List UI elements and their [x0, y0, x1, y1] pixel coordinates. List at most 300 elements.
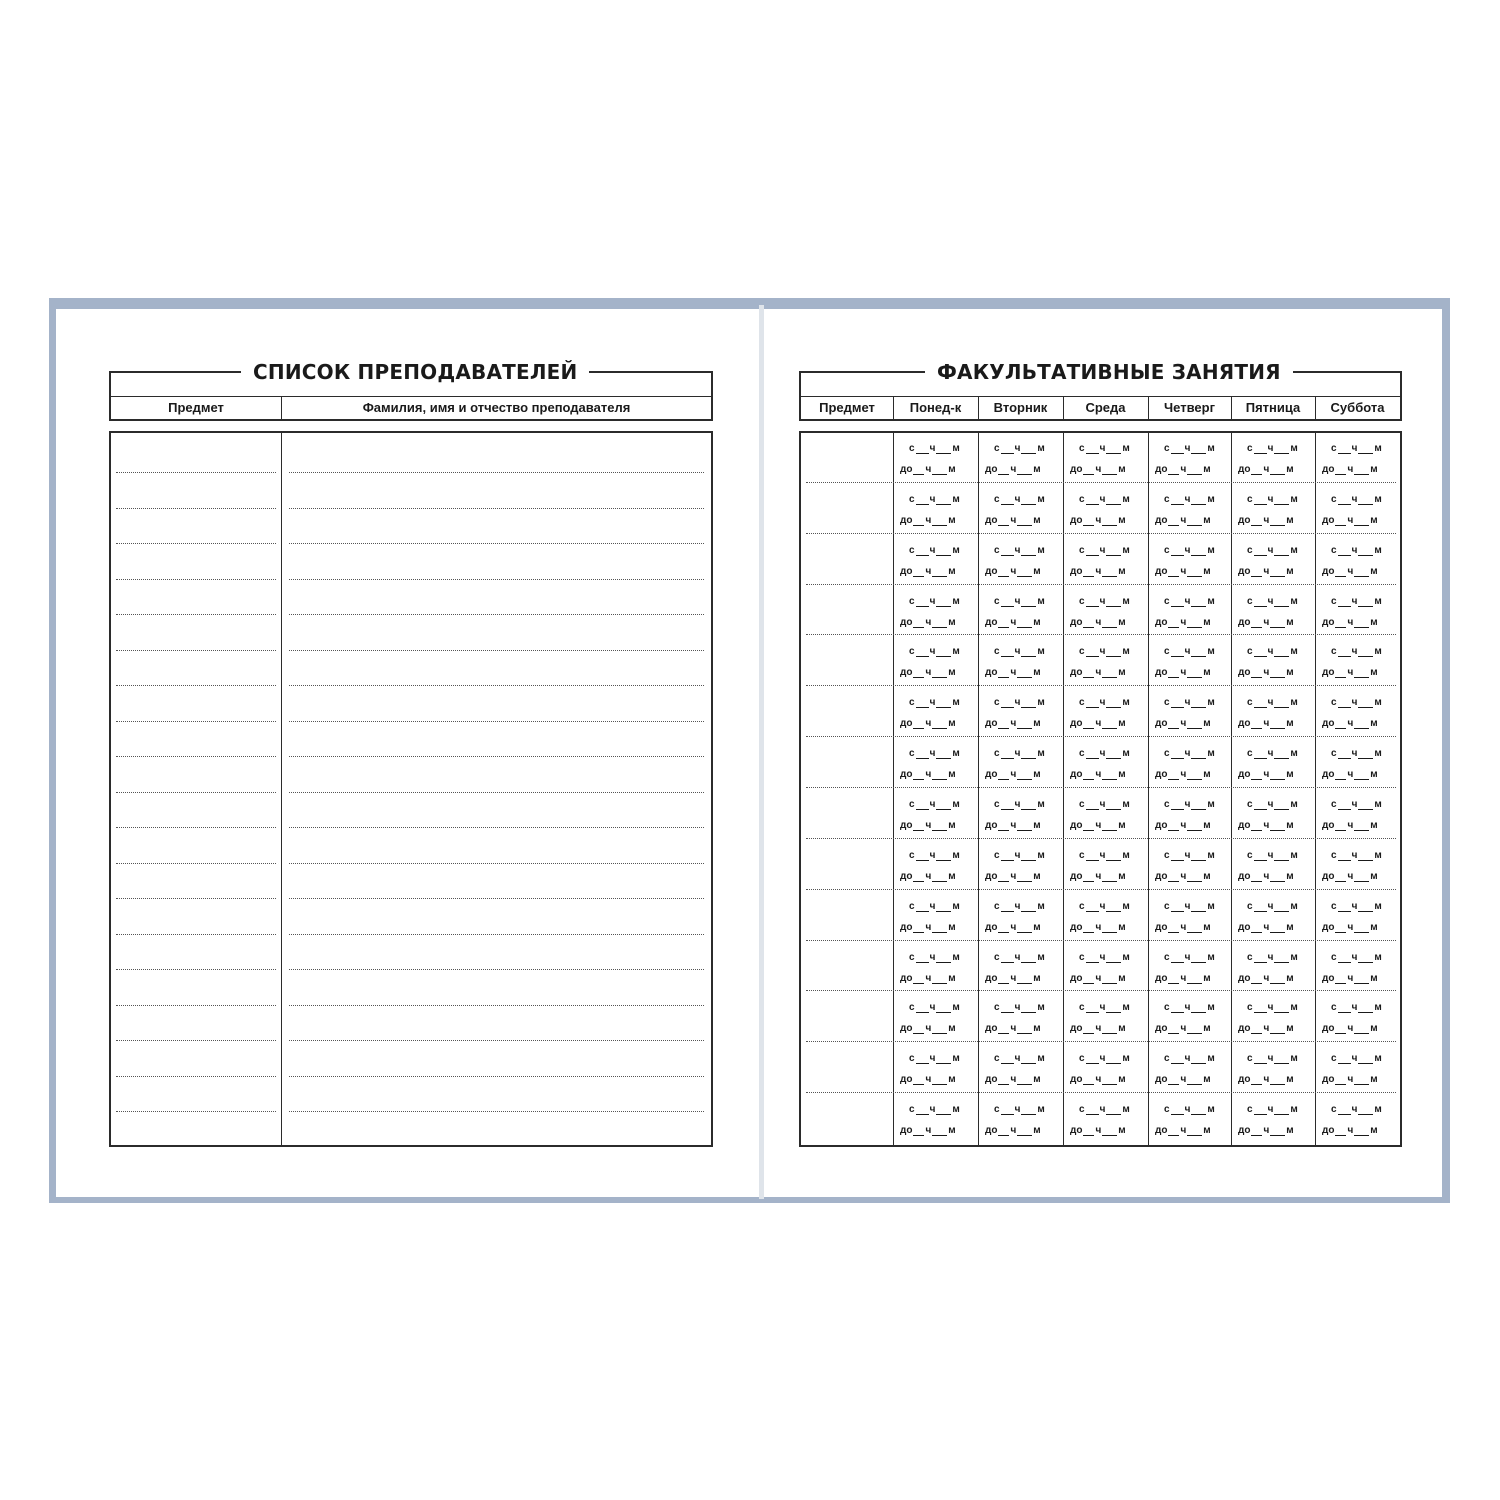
time-slot-cell[interactable]: [978, 433, 1063, 484]
time-from-line: [1164, 850, 1215, 861]
blank-line: [1251, 975, 1262, 984]
time-slot-cell[interactable]: [893, 535, 978, 586]
blank-line: [1254, 699, 1267, 708]
time-slot-cell[interactable]: [978, 738, 1063, 789]
time-slot-cell[interactable]: [1063, 687, 1148, 738]
blank-line: [913, 669, 924, 678]
time-slot-cell[interactable]: [1315, 738, 1400, 789]
subject-cell[interactable]: [801, 891, 893, 942]
time-slot-cell[interactable]: [978, 535, 1063, 586]
time-prefix-label: с: [909, 1002, 915, 1013]
subject-cell[interactable]: [801, 687, 893, 738]
time-prefix-label: до: [1322, 566, 1335, 577]
hours-label: ч: [929, 494, 936, 505]
time-to-line: [900, 718, 956, 729]
teacher-name-line[interactable]: [289, 1040, 704, 1041]
hours-label: ч: [1263, 515, 1270, 526]
blank-line: [1274, 1055, 1289, 1064]
blank-line: [1274, 598, 1289, 607]
time-prefix-label: с: [994, 1002, 1000, 1013]
time-slot-cell[interactable]: [1315, 535, 1400, 586]
hours-label: ч: [925, 718, 932, 729]
time-slot-cell[interactable]: [1063, 586, 1148, 637]
minutes-label: м: [1118, 667, 1126, 678]
blank-line: [1251, 1025, 1262, 1034]
blank-line: [1106, 547, 1121, 556]
time-from-line: [1164, 545, 1215, 556]
hours-label: ч: [1014, 952, 1021, 963]
subject-cell[interactable]: [801, 840, 893, 891]
time-slot-cell[interactable]: [978, 586, 1063, 637]
time-to-line: [1238, 515, 1294, 526]
time-slot-cell[interactable]: [978, 636, 1063, 687]
subject-line[interactable]: [116, 543, 276, 544]
subject-cell[interactable]: [801, 433, 893, 484]
time-slot-cell[interactable]: [978, 891, 1063, 942]
blank-line: [1083, 924, 1094, 933]
blank-line: [1168, 924, 1179, 933]
minutes-label: м: [1370, 566, 1378, 577]
time-slot-cell[interactable]: [893, 942, 978, 993]
hours-label: ч: [1184, 748, 1191, 759]
hours-label: ч: [1351, 443, 1358, 454]
blank-line: [1017, 568, 1032, 577]
subject-cell[interactable]: [801, 942, 893, 993]
blank-line: [1106, 801, 1121, 810]
blank-line: [1106, 903, 1121, 912]
minutes-label: м: [952, 443, 960, 454]
teacher-name-line[interactable]: [289, 579, 704, 580]
time-slot-cell[interactable]: [1315, 840, 1400, 891]
blank-line: [998, 873, 1009, 882]
subject-line[interactable]: [116, 721, 276, 722]
time-slot-cell[interactable]: [1148, 687, 1231, 738]
time-slot-cell[interactable]: [1231, 942, 1315, 993]
subject-line[interactable]: [116, 827, 276, 828]
teacher-name-line[interactable]: [289, 614, 704, 615]
subject-line[interactable]: [116, 508, 276, 509]
minutes-label: м: [1286, 617, 1294, 628]
time-slot-cell[interactable]: [1231, 535, 1315, 586]
blank-line: [1086, 801, 1099, 810]
subject-line[interactable]: [116, 685, 276, 686]
teacher-name-line[interactable]: [289, 827, 704, 828]
time-from-line: [1079, 1053, 1130, 1064]
time-slot-cell[interactable]: [1063, 891, 1148, 942]
time-slot-cell[interactable]: [1231, 1043, 1315, 1094]
time-to-line: [1322, 515, 1378, 526]
blank-line: [1251, 619, 1262, 628]
teacher-name-line[interactable]: [289, 472, 704, 473]
hours-label: ч: [1099, 697, 1106, 708]
time-to-line: [985, 820, 1041, 831]
time-slot-cell[interactable]: [1063, 992, 1148, 1043]
time-slot-cell[interactable]: [1063, 433, 1148, 484]
subject-line[interactable]: [116, 756, 276, 757]
time-slot-cell[interactable]: [1063, 789, 1148, 840]
subject-line[interactable]: [116, 579, 276, 580]
time-slot-cell[interactable]: [1063, 738, 1148, 789]
hours-label: ч: [1099, 901, 1106, 912]
hours-label: ч: [1014, 646, 1021, 657]
time-to-line: [985, 1023, 1041, 1034]
hours-label: ч: [1267, 596, 1274, 607]
time-slot-cell[interactable]: [1231, 738, 1315, 789]
blank-line: [1083, 822, 1094, 831]
subject-line[interactable]: [116, 934, 276, 935]
teacher-name-line[interactable]: [289, 508, 704, 509]
blank-line: [1254, 903, 1267, 912]
time-slot-cell[interactable]: [1231, 992, 1315, 1043]
blank-line: [1354, 873, 1369, 882]
time-prefix-label: с: [1331, 901, 1337, 912]
time-to-line: [1238, 922, 1294, 933]
time-slot-cell[interactable]: [893, 840, 978, 891]
time-prefix-label: с: [1164, 1053, 1170, 1064]
time-prefix-label: до: [1070, 769, 1083, 780]
time-slot-cell[interactable]: [1231, 484, 1315, 535]
time-slot-cell[interactable]: [893, 484, 978, 535]
time-slot-cell[interactable]: [1315, 586, 1400, 637]
time-slot-cell[interactable]: [893, 586, 978, 637]
time-slot-cell[interactable]: [1231, 636, 1315, 687]
time-slot-cell[interactable]: [978, 840, 1063, 891]
subject-cell[interactable]: [801, 1094, 893, 1145]
time-prefix-label: до: [1070, 515, 1083, 526]
blank-line: [1102, 568, 1117, 577]
time-to-line: [985, 1125, 1041, 1136]
time-from-line: [1247, 494, 1298, 505]
hours-label: ч: [1010, 1023, 1017, 1034]
time-slot-cell[interactable]: [893, 1094, 978, 1145]
time-slot-cell[interactable]: [1063, 840, 1148, 891]
blank-line: [1083, 720, 1094, 729]
minutes-label: м: [1122, 1053, 1130, 1064]
teacher-name-line[interactable]: [289, 543, 704, 544]
minutes-label: м: [1290, 596, 1298, 607]
subject-line[interactable]: [116, 863, 276, 864]
time-from-line: [994, 901, 1045, 912]
time-slot-cell[interactable]: [1063, 535, 1148, 586]
hours-label: ч: [1180, 1125, 1187, 1136]
time-slot-cell[interactable]: [893, 636, 978, 687]
teacher-name-line[interactable]: [289, 756, 704, 757]
time-prefix-label: до: [1322, 464, 1335, 475]
time-from-line: [1331, 646, 1382, 657]
minutes-label: м: [1286, 566, 1294, 577]
blank-line: [916, 648, 929, 657]
teacher-name-line[interactable]: [289, 685, 704, 686]
blank-line: [1168, 873, 1179, 882]
time-slot-cell[interactable]: [1148, 535, 1231, 586]
time-prefix-label: с: [1079, 1104, 1085, 1115]
subject-line[interactable]: [116, 1111, 276, 1112]
hours-label: ч: [1099, 1002, 1106, 1013]
time-from-line: [1331, 901, 1382, 912]
subject-line[interactable]: [116, 1076, 276, 1077]
time-slot-cell[interactable]: [1148, 840, 1231, 891]
minutes-label: м: [1207, 494, 1215, 505]
time-slot-cell[interactable]: [1315, 433, 1400, 484]
time-to-line: [1070, 718, 1126, 729]
time-slot-cell[interactable]: [893, 992, 978, 1043]
minutes-label: м: [952, 1053, 960, 1064]
time-prefix-label: до: [1070, 718, 1083, 729]
blank-line: [932, 619, 947, 628]
subject-cell[interactable]: [801, 1043, 893, 1094]
teacher-name-line[interactable]: [289, 898, 704, 899]
time-prefix-label: с: [994, 799, 1000, 810]
blank-line: [998, 517, 1009, 526]
hours-label: ч: [1099, 596, 1106, 607]
time-slot-cell[interactable]: [1315, 891, 1400, 942]
time-to-line: [1322, 667, 1378, 678]
time-slot-cell[interactable]: [893, 738, 978, 789]
blank-line: [1017, 466, 1032, 475]
subject-line[interactable]: [116, 614, 276, 615]
subject-cell[interactable]: [801, 484, 893, 535]
teacher-name-line[interactable]: [289, 792, 704, 793]
blank-line: [1251, 466, 1262, 475]
time-slot-cell[interactable]: [1063, 484, 1148, 535]
time-slot-cell[interactable]: [1315, 687, 1400, 738]
time-slot-cell[interactable]: [1148, 992, 1231, 1043]
teacher-name-line[interactable]: [289, 969, 704, 970]
blank-line: [1083, 771, 1094, 780]
minutes-label: м: [1122, 596, 1130, 607]
subject-cell[interactable]: [801, 586, 893, 637]
blank-line: [1274, 852, 1289, 861]
teacher-name-line[interactable]: [289, 650, 704, 651]
time-slot-cell[interactable]: [1231, 687, 1315, 738]
subject-cell[interactable]: [801, 789, 893, 840]
time-from-line: [909, 646, 960, 657]
blank-line: [916, 1055, 929, 1064]
teacher-name-line[interactable]: [289, 721, 704, 722]
time-from-line: [1331, 697, 1382, 708]
blank-line: [1338, 598, 1351, 607]
time-prefix-label: до: [900, 566, 913, 577]
blank-line: [998, 975, 1009, 984]
subject-line[interactable]: [116, 969, 276, 970]
time-to-line: [1238, 820, 1294, 831]
time-slot-cell[interactable]: [1148, 891, 1231, 942]
column-header-day-4: Четверг: [1164, 400, 1215, 415]
time-to-line: [1155, 718, 1211, 729]
time-prefix-label: с: [1079, 596, 1085, 607]
subject-line[interactable]: [116, 472, 276, 473]
blank-line: [1102, 669, 1117, 678]
time-to-line: [1322, 1023, 1378, 1034]
minutes-label: м: [952, 545, 960, 556]
teacher-name-line[interactable]: [289, 863, 704, 864]
blank-line: [1335, 568, 1346, 577]
hours-label: ч: [925, 617, 932, 628]
blank-line: [913, 1025, 924, 1034]
hours-label: ч: [925, 515, 932, 526]
hours-label: ч: [1267, 1104, 1274, 1115]
time-slot-cell[interactable]: [893, 433, 978, 484]
hours-label: ч: [1263, 973, 1270, 984]
time-prefix-label: до: [1322, 667, 1335, 678]
time-slot-cell[interactable]: [1315, 484, 1400, 535]
time-slot-cell[interactable]: [1148, 636, 1231, 687]
time-slot-cell[interactable]: [1231, 433, 1315, 484]
time-slot-cell[interactable]: [1231, 586, 1315, 637]
blank-line: [932, 517, 947, 526]
time-prefix-label: с: [1164, 494, 1170, 505]
hours-label: ч: [1099, 748, 1106, 759]
blank-line: [1254, 801, 1267, 810]
time-from-line: [1164, 799, 1215, 810]
time-slot-cell[interactable]: [1148, 586, 1231, 637]
time-from-line: [1079, 443, 1130, 454]
time-slot-cell[interactable]: [1315, 1094, 1400, 1145]
minutes-label: м: [1033, 1023, 1041, 1034]
time-slot-cell[interactable]: [1315, 636, 1400, 687]
time-slot-cell[interactable]: [1315, 789, 1400, 840]
blank-line: [1335, 975, 1346, 984]
blank-line: [1358, 903, 1373, 912]
time-slot-cell[interactable]: [1148, 484, 1231, 535]
minutes-label: м: [1033, 922, 1041, 933]
time-to-line: [1070, 464, 1126, 475]
blank-line: [936, 1004, 951, 1013]
minutes-label: м: [1290, 1053, 1298, 1064]
blank-line: [1001, 750, 1014, 759]
subject-line[interactable]: [116, 1005, 276, 1006]
time-slot-cell[interactable]: [1315, 992, 1400, 1043]
time-slot-cell[interactable]: [978, 484, 1063, 535]
minutes-label: м: [952, 697, 960, 708]
blank-line: [1354, 466, 1369, 475]
blank-line: [936, 1055, 951, 1064]
blank-line: [1191, 445, 1206, 454]
blank-line: [1021, 750, 1036, 759]
blank-line: [1187, 568, 1202, 577]
hours-label: ч: [1010, 464, 1017, 475]
minutes-label: м: [1290, 952, 1298, 963]
hours-label: ч: [1095, 769, 1102, 780]
hours-label: ч: [1095, 922, 1102, 933]
subject-line[interactable]: [116, 1040, 276, 1041]
minutes-label: м: [1033, 515, 1041, 526]
hours-label: ч: [1099, 799, 1106, 810]
time-from-line: [994, 646, 1045, 657]
minutes-label: м: [1122, 850, 1130, 861]
time-slot-cell[interactable]: [1315, 1043, 1400, 1094]
time-to-line: [1070, 1023, 1126, 1034]
time-slot-cell[interactable]: [893, 789, 978, 840]
hours-label: ч: [1347, 1023, 1354, 1034]
teacher-name-line[interactable]: [289, 1111, 704, 1112]
hours-label: ч: [1180, 515, 1187, 526]
minutes-label: м: [1037, 1104, 1045, 1115]
blank-line: [1354, 1025, 1369, 1034]
hours-label: ч: [929, 443, 936, 454]
time-slot-cell[interactable]: [893, 891, 978, 942]
subject-cell[interactable]: [801, 535, 893, 586]
time-slot-cell[interactable]: [1231, 891, 1315, 942]
hours-label: ч: [1184, 901, 1191, 912]
time-prefix-label: с: [909, 799, 915, 810]
time-slot-cell[interactable]: [893, 1043, 978, 1094]
hours-label: ч: [1014, 596, 1021, 607]
blank-line: [1187, 517, 1202, 526]
teacher-name-line[interactable]: [289, 1076, 704, 1077]
blank-line: [1086, 1055, 1099, 1064]
hours-label: ч: [1180, 973, 1187, 984]
time-prefix-label: до: [985, 464, 998, 475]
blank-line: [1338, 954, 1351, 963]
time-slot-cell[interactable]: [1148, 942, 1231, 993]
hours-label: ч: [1184, 545, 1191, 556]
time-slot-cell[interactable]: [1148, 738, 1231, 789]
time-slot-cell[interactable]: [1063, 1043, 1148, 1094]
subject-line[interactable]: [116, 650, 276, 651]
hours-label: ч: [1267, 901, 1274, 912]
time-slot-cell[interactable]: [1315, 942, 1400, 993]
minutes-label: м: [1033, 566, 1041, 577]
time-slot-cell[interactable]: [1148, 433, 1231, 484]
time-slot-cell[interactable]: [1231, 840, 1315, 891]
time-from-line: [1079, 748, 1130, 759]
time-slot-cell[interactable]: [978, 1043, 1063, 1094]
time-slot-cell[interactable]: [1148, 1094, 1231, 1145]
teacher-name-line[interactable]: [289, 934, 704, 935]
time-slot-cell[interactable]: [978, 942, 1063, 993]
time-prefix-label: с: [1164, 1002, 1170, 1013]
time-prefix-label: до: [1238, 464, 1251, 475]
blank-line: [1335, 1127, 1346, 1136]
minutes-label: м: [1122, 799, 1130, 810]
minutes-label: м: [1374, 1053, 1382, 1064]
teacher-name-line[interactable]: [289, 1005, 704, 1006]
hours-label: ч: [1095, 973, 1102, 984]
time-slot-cell[interactable]: [1231, 789, 1315, 840]
subject-cell[interactable]: [801, 738, 893, 789]
subject-line[interactable]: [116, 898, 276, 899]
time-slot-cell[interactable]: [1063, 942, 1148, 993]
subject-cell[interactable]: [801, 992, 893, 1043]
minutes-label: м: [1122, 748, 1130, 759]
blank-line: [1021, 445, 1036, 454]
time-slot-cell[interactable]: [1063, 636, 1148, 687]
time-slot-cell[interactable]: [978, 687, 1063, 738]
minutes-label: м: [1290, 697, 1298, 708]
time-slot-cell[interactable]: [893, 687, 978, 738]
blank-line: [932, 1025, 947, 1034]
time-prefix-label: до: [985, 718, 998, 729]
hours-label: ч: [1263, 464, 1270, 475]
subject-line[interactable]: [116, 792, 276, 793]
blank-line: [916, 750, 929, 759]
hours-label: ч: [1347, 1125, 1354, 1136]
hours-label: ч: [925, 566, 932, 577]
subject-cell[interactable]: [801, 636, 893, 687]
time-slot-cell[interactable]: [1231, 1094, 1315, 1145]
time-slot-cell[interactable]: [1063, 1094, 1148, 1145]
time-slot-cell[interactable]: [978, 1094, 1063, 1145]
minutes-label: м: [1203, 820, 1211, 831]
time-slot-cell[interactable]: [978, 789, 1063, 840]
time-slot-cell[interactable]: [1148, 789, 1231, 840]
hours-label: ч: [1180, 871, 1187, 882]
blank-line: [1083, 975, 1094, 984]
time-prefix-label: до: [1155, 1074, 1168, 1085]
time-slot-cell[interactable]: [1148, 1043, 1231, 1094]
time-slot-cell[interactable]: [978, 992, 1063, 1043]
